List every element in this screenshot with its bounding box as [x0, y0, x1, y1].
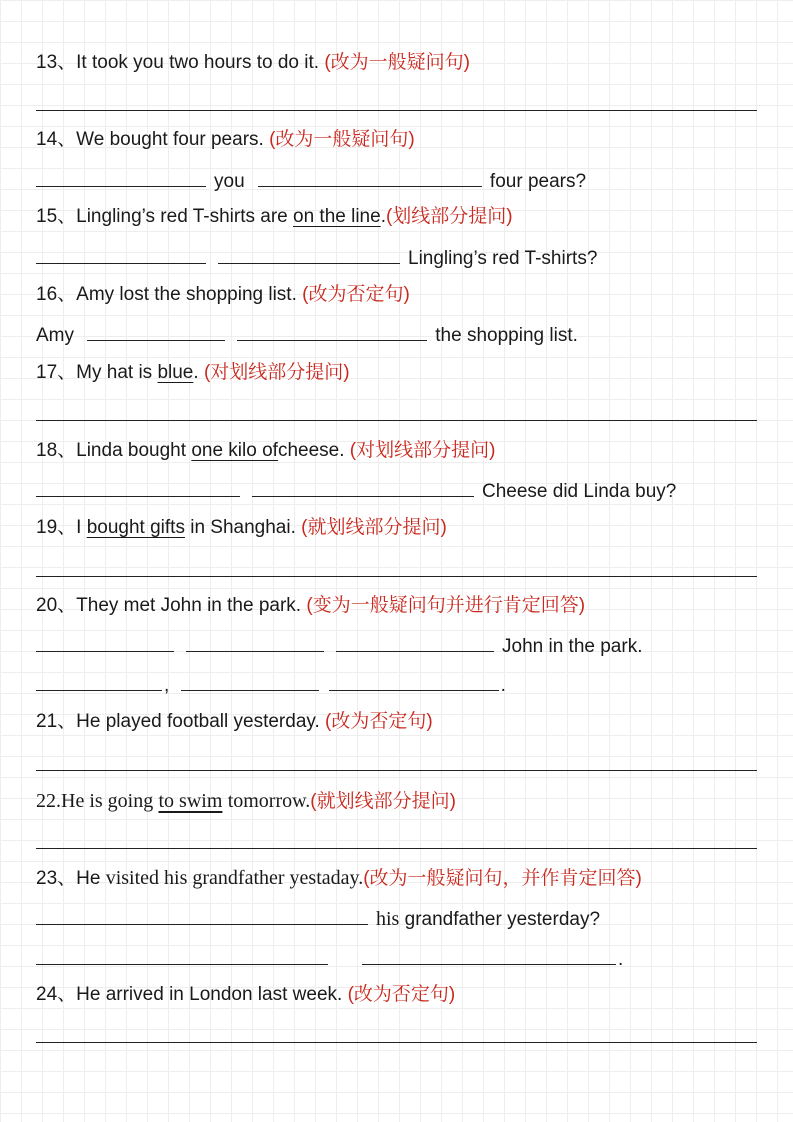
question-hint: (划线部分提问) [385, 206, 513, 227]
period: . [500, 675, 506, 696]
answer-blank[interactable] [36, 906, 368, 925]
question-sentence: I [76, 517, 82, 538]
answer-word: grandfather yesterday? [404, 909, 601, 930]
answer-blank[interactable] [87, 322, 225, 341]
answer-word: Cheese did Linda buy? [482, 481, 677, 502]
question-number: 24、 [36, 984, 77, 1005]
question-sentence-end: . [193, 362, 199, 383]
answer-line-22[interactable] [36, 848, 757, 849]
question-number: 21、 [36, 711, 77, 732]
question-number: 15、 [36, 206, 77, 227]
question-number: 23、 [36, 868, 77, 889]
question-sentence: They met John in the park. [76, 595, 302, 616]
question-hint: (改为否定句) [302, 284, 410, 305]
question-24 [36, 983, 757, 1007]
question-sentence: It took you two hours to do it. [76, 52, 320, 73]
question-number: 14、 [36, 129, 77, 150]
answer-blank[interactable] [36, 168, 206, 187]
question-16 [36, 283, 757, 307]
question-14 [36, 128, 757, 152]
question-sentence: My hat is [76, 362, 153, 383]
question-20 [36, 594, 757, 618]
question-number: 20、 [36, 595, 77, 616]
answer-line-21[interactable] [36, 770, 757, 771]
period: . [618, 949, 624, 970]
question-hint: (改为否定句) [347, 984, 456, 1005]
underlined-part: to swim [158, 790, 223, 812]
answer-blank[interactable] [258, 168, 482, 187]
question-15 [36, 205, 757, 229]
question-sentence: We bought four pears. [76, 129, 264, 150]
question-13 [36, 51, 757, 75]
question-hint: (就划线部分提问) [301, 517, 447, 538]
comma: , [164, 675, 170, 696]
answer-row-20b [36, 672, 757, 698]
question-hint: (改为一般疑问句) [269, 129, 415, 150]
question-sentence: Amy lost the shopping list. [76, 284, 297, 305]
answer-word: Amy [36, 325, 74, 346]
answer-word: Lingling’s red T-shirts? [408, 248, 598, 269]
question-19 [36, 516, 757, 540]
question-number: 17、 [36, 362, 77, 383]
question-sentence: He played football yesterday. [76, 711, 320, 732]
answer-blank[interactable] [36, 245, 206, 264]
underlined-part: bought gifts [86, 517, 185, 538]
question-sentence: Linda bought [76, 440, 187, 461]
answer-blank[interactable] [166, 946, 328, 965]
question-number: 18、 [36, 440, 77, 461]
answer-row-23b [36, 946, 757, 972]
question-hint: (就划线部分提问) [310, 791, 456, 812]
question-21 [36, 710, 757, 734]
answer-blank[interactable] [181, 672, 319, 691]
answer-row-18 [36, 478, 757, 504]
question-sentence: He is going [61, 790, 154, 812]
question-sentence-end: . [380, 206, 386, 227]
answer-word: his [376, 908, 400, 930]
question-subject: He [76, 868, 101, 889]
question-sentence: He arrived in London last week. [76, 984, 343, 1005]
underlined-part: blue [157, 362, 194, 383]
question-sentence-end: cheese. [277, 440, 345, 461]
question-sentence-end: tomorrow. [227, 790, 311, 812]
answer-word: the shopping list. [435, 325, 578, 346]
question-hint: (改为否定句) [325, 711, 433, 732]
answer-blank[interactable] [36, 946, 166, 965]
question-23 [36, 866, 757, 891]
answer-word: you [214, 171, 245, 192]
answer-line-19[interactable] [36, 576, 757, 577]
answer-line-17[interactable] [36, 420, 757, 421]
question-number: 16、 [36, 284, 77, 305]
question-hint: (对划线部分提问) [203, 362, 350, 383]
question-22 [36, 789, 757, 814]
question-17 [36, 361, 757, 385]
question-number: 13、 [36, 52, 77, 73]
answer-word: John in the park. [502, 636, 643, 657]
question-hint: (变为一般疑问句并进行肯定回答) [306, 595, 586, 616]
answer-row-16 [36, 322, 757, 348]
question-number: 22. [36, 790, 61, 812]
answer-blank[interactable] [36, 672, 162, 691]
answer-row-14 [36, 168, 757, 194]
question-hint: (对划线部分提问) [349, 440, 496, 461]
answer-blank[interactable] [252, 478, 474, 497]
answer-blank[interactable] [237, 322, 427, 341]
answer-line-13[interactable] [36, 110, 757, 111]
underlined-part: on the line [293, 206, 381, 227]
answer-blank[interactable] [336, 633, 494, 652]
question-18 [36, 439, 757, 463]
question-hint: (改为一般疑问句，并作肯定回答) [363, 868, 642, 889]
answer-blank[interactable] [36, 633, 174, 652]
answer-row-15 [36, 245, 757, 271]
answer-blank[interactable] [218, 245, 400, 264]
answer-row-20a [36, 633, 757, 659]
answer-blank[interactable] [329, 672, 499, 691]
answer-blank[interactable] [186, 633, 324, 652]
answer-blank[interactable] [362, 946, 616, 965]
question-number: 19、 [36, 517, 77, 538]
underlined-part: one kilo of [191, 440, 278, 461]
answer-blank[interactable] [36, 478, 240, 497]
question-hint: (改为一般疑问句) [324, 52, 470, 73]
answer-word: four pears? [489, 171, 587, 192]
question-sentence: Lingling’s red T-shirts are [76, 206, 288, 227]
question-sentence-end: in Shanghai. [190, 517, 296, 538]
answer-row-23a [36, 906, 757, 932]
question-sentence: visited his grandfather yestaday. [105, 867, 364, 889]
answer-line-24[interactable] [36, 1042, 757, 1043]
